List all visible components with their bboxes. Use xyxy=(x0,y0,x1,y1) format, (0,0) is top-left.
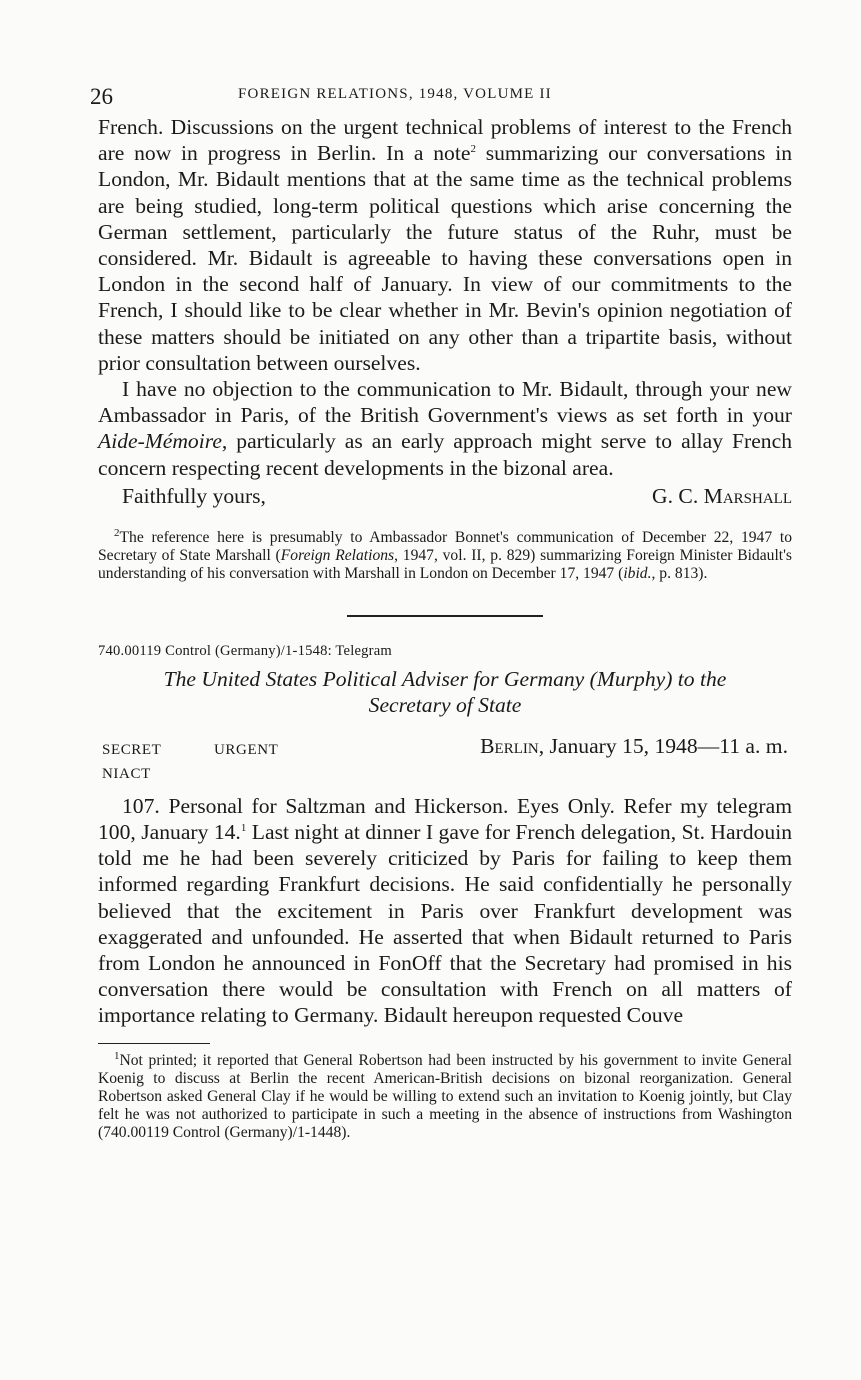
page-number: 26 xyxy=(90,84,113,109)
telegram-body: 107. Personal for Saltzman and Hickerson. Eyes Only. Refer my telegram 100, January 14.$^1$ Last night at dinner I gave for French delegation, St. Hardouin told me he had been severely criticized by Paris for failing to keep them informed regarding Frankfurt decisions. He said confidentially he personally believed that the excitement in Paris over Frankfurt development was exaggerated and unfounded. He asserted that when Bidault returned to Paris from London he announced in FonOff that the Secretary had promised in his conversation there would be consultation with French on all matters of importance relating to Germany. Bidault hereupon requested Couve xyxy=(98,793,792,1028)
classification-label: SECRET xyxy=(102,741,162,758)
letter-paragraph-1: French. Discussions on the urgent technical problems of interest to the French are now in progress in Berlin. In a note$^2$ summarizing our conversations in London, Mr. Bidault mentions that at the same time as the technical problems are being studied, long-term political questions which arise concerning the German settlement, particularly the future status of the Ruhr, must be considered. Mr. Bidault is agreeable to having these conversations open in London in the second half of January. In view of our commitments to the French, I should like to be clear whether in Mr. Bevin's opinion negotiation of these matters should be initiated on any other than a tripartite basis, without prior consultation between ourselves. xyxy=(98,115,792,375)
footnote-2: $^2$The reference here is presumably to Ambassador Bonnet's communication of December 22, 1947 to Secretary of State Marshall (Foreign Relations, 1947, vol. II, p. 829) summarizing Foreign Minister Bidault's understanding of his conversation with Marshall in London on December 17, 1947 (ibid., p. 813). xyxy=(98,526,792,582)
section-divider xyxy=(347,615,543,617)
signature: G. C. Marshall xyxy=(652,483,792,508)
closing: Faithfully yours, xyxy=(122,483,266,508)
telegram-meta xyxy=(98,734,792,764)
footnote-ref-2: 2 xyxy=(470,143,476,156)
aide-memoire-term: Aide-Mémoire xyxy=(98,429,222,454)
file-reference: 740.00119 Control (Germany)/1-1548: Telegram xyxy=(98,642,392,659)
footnote-ref-1: 1 xyxy=(240,821,247,834)
document-title: The United States Political Adviser for Germany (Murphy) to the Secretary of State xyxy=(163,666,727,717)
running-title: FOREIGN RELATIONS, 1948, VOLUME II xyxy=(238,86,552,102)
niact-label: NIACT xyxy=(102,765,151,782)
document-page xyxy=(90,80,792,1142)
priority-label: URGENT xyxy=(214,741,279,758)
footnote-rule xyxy=(98,1043,210,1045)
letter-paragraph-2: I have no objection to the communication to Mr. Bidault, through your new Ambassador in Paris, of the British Government's views as set forth in your Aide-Mémoire, particularly as an early approach might serve to allay French concern respecting recent developments in the bizonal area. xyxy=(98,377,792,480)
footnote-1: $^1$Not printed; it reported that General Robertson had been instructed by his government to invite General Koenig to discuss at Berlin the recent American-British decisions on bizonal reorganization. General Robertson asked General Clay if he would be willing to extend such an invitation to Koenig jointly, but Clay felt he was not authorized to participate in such a meeting in the absence of instructions from Washington (740.00119 Control (Germany)/1-1448). xyxy=(98,1049,792,1142)
dateline: Berlin, January 15, 1948—11 a. m. xyxy=(480,733,788,758)
signature-row xyxy=(98,483,792,509)
page-header xyxy=(90,80,792,114)
